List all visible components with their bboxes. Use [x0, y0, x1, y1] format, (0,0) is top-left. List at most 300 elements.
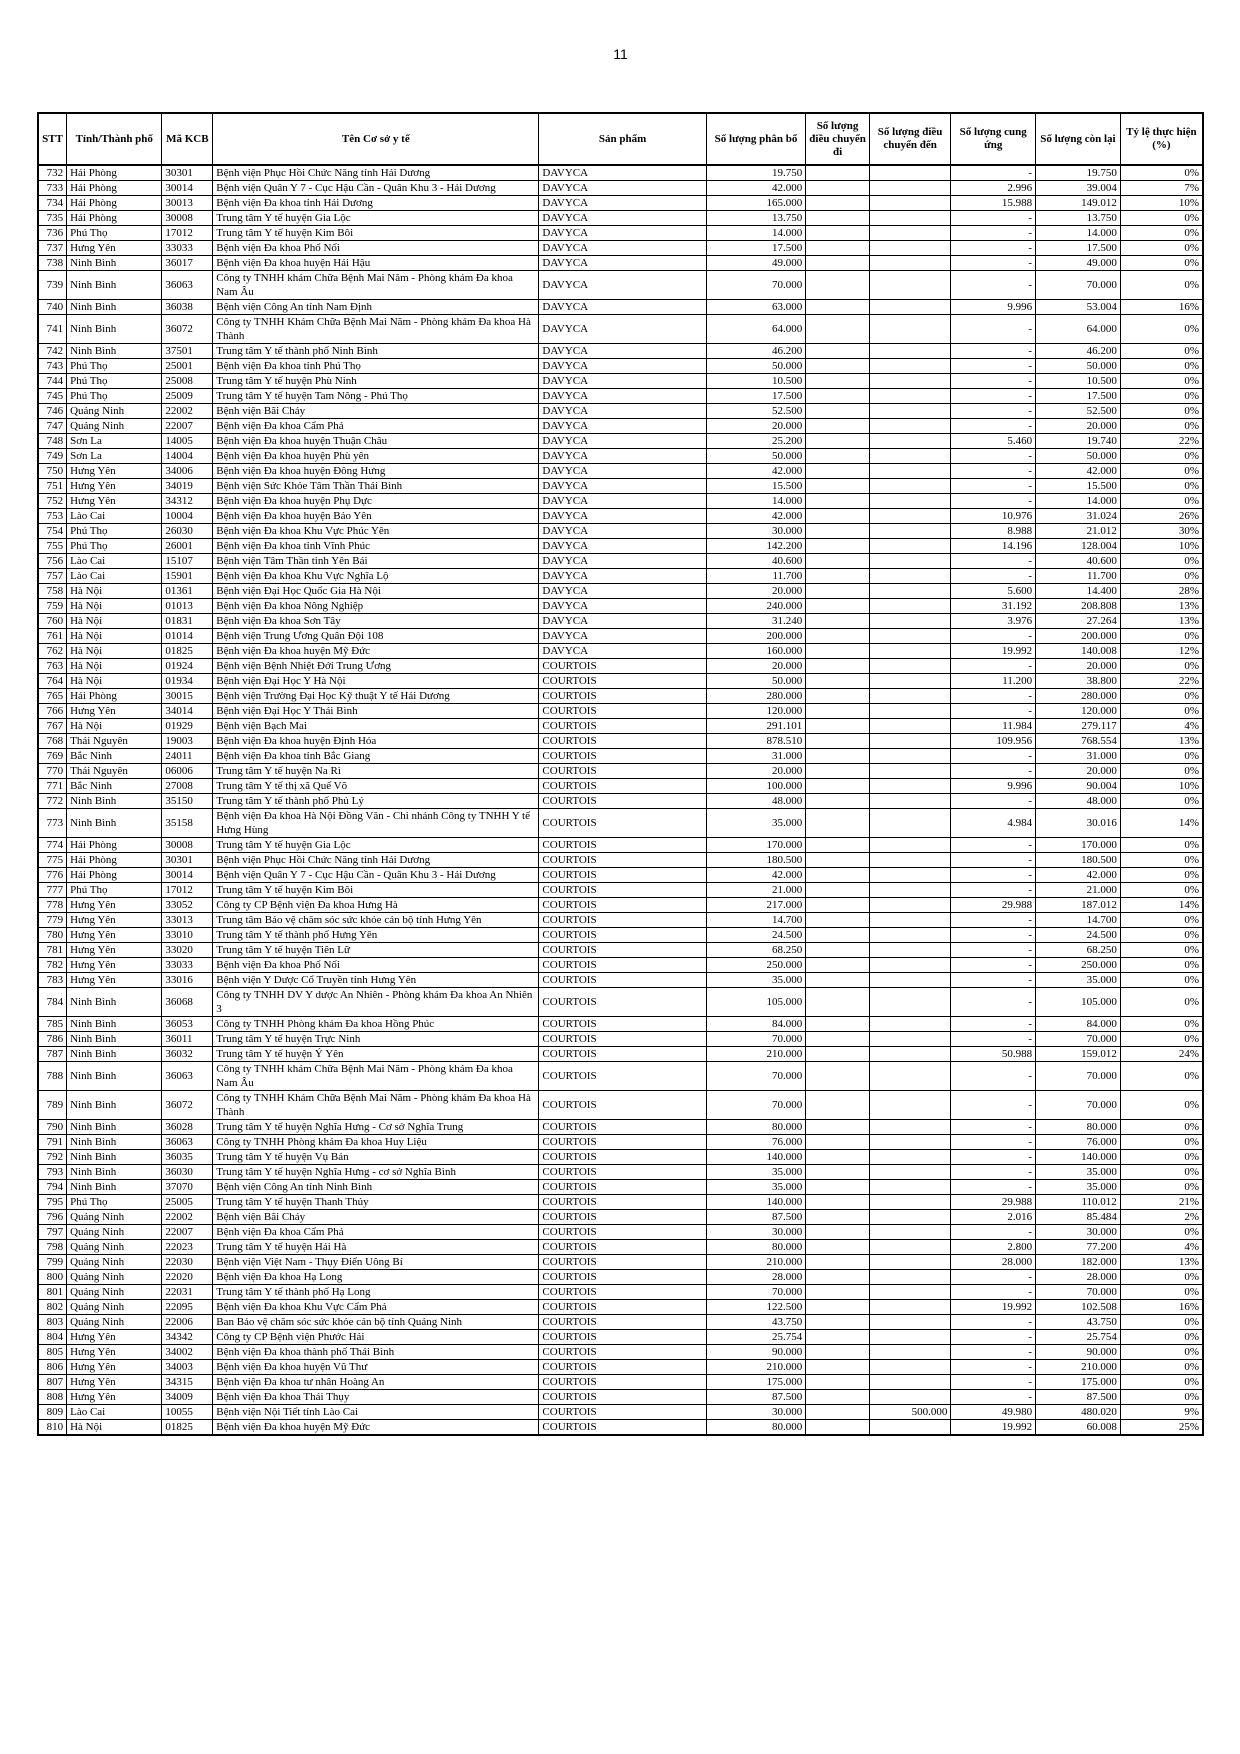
cell-rate: 0% — [1120, 838, 1203, 853]
cell-transfer_in — [869, 958, 951, 973]
table-row — [38, 764, 1203, 779]
cell-province: Phú Thọ — [67, 374, 162, 389]
table-row — [38, 1120, 1203, 1135]
cell-stt: 745 — [38, 389, 67, 404]
table-row — [38, 883, 1203, 898]
table-row — [38, 1210, 1203, 1225]
cell-facility: Bệnh viện Trường Đại Học Kỹ thuật Y tế Hải Dương — [213, 689, 539, 704]
cell-product: DAVYCA — [539, 315, 706, 344]
cell-allocated: 80.000 — [706, 1120, 806, 1135]
cell-supplied: - — [951, 1315, 1036, 1330]
cell-facility: Bệnh viện Y Dược Cổ Truyền tỉnh Hưng Yên — [213, 973, 539, 988]
cell-province: Hưng Yên — [67, 898, 162, 913]
cell-rate: 0% — [1120, 271, 1203, 300]
cell-transfer_out — [806, 689, 870, 704]
cell-transfer_in — [869, 509, 951, 524]
cell-rate: 12% — [1120, 644, 1203, 659]
cell-rate: 0% — [1120, 1062, 1203, 1091]
table-row — [38, 494, 1203, 509]
cell-product: COURTOIS — [539, 868, 706, 883]
cell-allocated: 142.200 — [706, 539, 806, 554]
cell-facility: Trung tâm Y tế huyện Gia Lộc — [213, 838, 539, 853]
cell-rate: 24% — [1120, 1047, 1203, 1062]
column-header-remaining: Số lượng còn lại — [1036, 113, 1121, 165]
table-row — [38, 749, 1203, 764]
cell-product: DAVYCA — [539, 509, 706, 524]
cell-rate: 0% — [1120, 256, 1203, 271]
cell-facility: Trung tâm Y tế huyện Thanh Thủy — [213, 1195, 539, 1210]
table-row — [38, 1405, 1203, 1420]
cell-transfer_in — [869, 704, 951, 719]
cell-rate: 16% — [1120, 1300, 1203, 1315]
cell-remaining: 42.000 — [1036, 868, 1121, 883]
table-row — [38, 928, 1203, 943]
cell-transfer_out — [806, 211, 870, 226]
cell-remaining: 35.000 — [1036, 1180, 1121, 1195]
cell-province: Hà Nội — [67, 599, 162, 614]
cell-transfer_out — [806, 644, 870, 659]
cell-facility: Bệnh viện Đa khoa Khu Vực Cẩm Phả — [213, 1300, 539, 1315]
cell-stt: 754 — [38, 524, 67, 539]
cell-product: COURTOIS — [539, 794, 706, 809]
cell-facility: Bệnh viện Đa khoa Phố Nối — [213, 241, 539, 256]
cell-allocated: 28.000 — [706, 1270, 806, 1285]
cell-transfer_in — [869, 569, 951, 584]
cell-product: DAVYCA — [539, 226, 706, 241]
cell-facility: Bệnh viện Đa khoa huyện Phụ Dực — [213, 494, 539, 509]
cell-remaining: 40.600 — [1036, 554, 1121, 569]
cell-allocated: 175.000 — [706, 1375, 806, 1390]
cell-product: DAVYCA — [539, 256, 706, 271]
cell-facility: Bệnh viện Đa khoa huyện Thuận Châu — [213, 434, 539, 449]
cell-code: 14004 — [162, 449, 213, 464]
cell-remaining: 14.400 — [1036, 584, 1121, 599]
cell-stt: 774 — [38, 838, 67, 853]
cell-stt: 750 — [38, 464, 67, 479]
cell-facility: Bệnh viện Việt Nam - Thụy Điển Uông Bí — [213, 1255, 539, 1270]
cell-supplied: 29.988 — [951, 1195, 1036, 1210]
cell-transfer_in — [869, 1285, 951, 1300]
cell-transfer_out — [806, 1225, 870, 1240]
cell-remaining: 149.012 — [1036, 196, 1121, 211]
cell-product: COURTOIS — [539, 1360, 706, 1375]
cell-transfer_out — [806, 1375, 870, 1390]
cell-supplied: - — [951, 1120, 1036, 1135]
cell-product: COURTOIS — [539, 1240, 706, 1255]
cell-allocated: 160.000 — [706, 644, 806, 659]
cell-supplied: 19.992 — [951, 1300, 1036, 1315]
cell-transfer_out — [806, 1135, 870, 1150]
cell-remaining: 20.000 — [1036, 419, 1121, 434]
cell-supplied: - — [951, 165, 1036, 181]
cell-rate: 0% — [1120, 764, 1203, 779]
cell-allocated: 20.000 — [706, 584, 806, 599]
cell-transfer_in — [869, 1195, 951, 1210]
cell-stt: 777 — [38, 883, 67, 898]
cell-remaining: 30.016 — [1036, 809, 1121, 838]
cell-remaining: 102.508 — [1036, 1300, 1121, 1315]
cell-allocated: 170.000 — [706, 838, 806, 853]
cell-supplied: - — [951, 1150, 1036, 1165]
cell-code: 19003 — [162, 734, 213, 749]
cell-remaining: 17.500 — [1036, 241, 1121, 256]
table-row — [38, 719, 1203, 734]
cell-supplied: - — [951, 271, 1036, 300]
cell-transfer_in — [869, 584, 951, 599]
table-body — [38, 165, 1203, 1435]
cell-rate: 0% — [1120, 958, 1203, 973]
table-row — [38, 434, 1203, 449]
cell-remaining: 180.500 — [1036, 853, 1121, 868]
cell-supplied: - — [951, 1180, 1036, 1195]
table-row — [38, 1270, 1203, 1285]
cell-facility: Công ty CP Bệnh viện Đa khoa Hưng Hà — [213, 898, 539, 913]
table-row — [38, 1300, 1203, 1315]
cell-supplied: 8.988 — [951, 524, 1036, 539]
cell-transfer_out — [806, 1255, 870, 1270]
cell-product: DAVYCA — [539, 464, 706, 479]
cell-transfer_in — [869, 749, 951, 764]
cell-transfer_in — [869, 1210, 951, 1225]
cell-remaining: 19.750 — [1036, 165, 1121, 181]
table-row — [38, 539, 1203, 554]
cell-code: 37501 — [162, 344, 213, 359]
cell-stt: 792 — [38, 1150, 67, 1165]
cell-code: 30301 — [162, 853, 213, 868]
cell-supplied: - — [951, 1017, 1036, 1032]
table-row — [38, 165, 1203, 181]
cell-rate: 0% — [1120, 794, 1203, 809]
cell-remaining: 210.000 — [1036, 1360, 1121, 1375]
table-row — [38, 241, 1203, 256]
cell-province: Hải Phòng — [67, 689, 162, 704]
cell-transfer_out — [806, 315, 870, 344]
cell-transfer_out — [806, 1091, 870, 1120]
cell-stt: 765 — [38, 689, 67, 704]
cell-rate: 0% — [1120, 419, 1203, 434]
cell-product: DAVYCA — [539, 494, 706, 509]
cell-facility: Bệnh viện Đa khoa huyện Bảo Yên — [213, 509, 539, 524]
cell-province: Hà Nội — [67, 629, 162, 644]
cell-province: Quảng Ninh — [67, 1225, 162, 1240]
cell-supplied: - — [951, 1330, 1036, 1345]
cell-supplied: - — [951, 913, 1036, 928]
cell-remaining: 10.500 — [1036, 374, 1121, 389]
cell-province: Hà Nội — [67, 674, 162, 689]
cell-product: DAVYCA — [539, 419, 706, 434]
cell-supplied: - — [951, 389, 1036, 404]
cell-code: 35158 — [162, 809, 213, 838]
cell-supplied: - — [951, 1285, 1036, 1300]
cell-province: Ninh Bình — [67, 1047, 162, 1062]
cell-product: DAVYCA — [539, 434, 706, 449]
cell-code: 22002 — [162, 1210, 213, 1225]
cell-remaining: 42.000 — [1036, 464, 1121, 479]
table-row — [38, 1390, 1203, 1405]
cell-supplied: - — [951, 359, 1036, 374]
cell-rate: 10% — [1120, 539, 1203, 554]
table-row — [38, 479, 1203, 494]
table-row — [38, 794, 1203, 809]
cell-remaining: 70.000 — [1036, 1032, 1121, 1047]
cell-rate: 0% — [1120, 1330, 1203, 1345]
cell-facility: Công ty TNHH Phòng khám Đa khoa Hồng Phúc — [213, 1017, 539, 1032]
cell-rate: 0% — [1120, 226, 1203, 241]
table-row — [38, 211, 1203, 226]
page-number: 11 — [613, 46, 628, 62]
cell-code: 06006 — [162, 764, 213, 779]
cell-code: 34312 — [162, 494, 213, 509]
cell-transfer_in — [869, 764, 951, 779]
table-row — [38, 1135, 1203, 1150]
cell-remaining: 84.000 — [1036, 1017, 1121, 1032]
cell-remaining: 170.000 — [1036, 838, 1121, 853]
cell-stt: 759 — [38, 599, 67, 614]
cell-province: Thái Nguyên — [67, 764, 162, 779]
table-row — [38, 1165, 1203, 1180]
cell-stt: 753 — [38, 509, 67, 524]
cell-allocated: 70.000 — [706, 1091, 806, 1120]
cell-rate: 14% — [1120, 898, 1203, 913]
cell-transfer_in — [869, 1240, 951, 1255]
cell-allocated: 35.000 — [706, 809, 806, 838]
cell-allocated: 20.000 — [706, 419, 806, 434]
cell-product: COURTOIS — [539, 943, 706, 958]
cell-product: DAVYCA — [539, 479, 706, 494]
cell-facility: Trung tâm Y tế huyện Gia Lộc — [213, 211, 539, 226]
cell-transfer_in — [869, 1017, 951, 1032]
cell-stt: 739 — [38, 271, 67, 300]
cell-allocated: 15.500 — [706, 479, 806, 494]
cell-transfer_in — [869, 196, 951, 211]
cell-facility: Trung tâm Y tế huyện Ý Yên — [213, 1047, 539, 1062]
cell-code: 26001 — [162, 539, 213, 554]
cell-supplied: - — [951, 1135, 1036, 1150]
cell-code: 36063 — [162, 1062, 213, 1091]
cell-supplied: - — [951, 464, 1036, 479]
cell-rate: 0% — [1120, 1120, 1203, 1135]
table-row — [38, 1091, 1203, 1120]
cell-allocated: 217.000 — [706, 898, 806, 913]
cell-supplied: - — [951, 1032, 1036, 1047]
cell-remaining: 140.000 — [1036, 1150, 1121, 1165]
cell-facility: Bệnh viện Đa khoa tỉnh Hải Dương — [213, 196, 539, 211]
cell-remaining: 200.000 — [1036, 629, 1121, 644]
cell-transfer_out — [806, 1285, 870, 1300]
cell-facility: Trung tâm Y tế huyện Nghĩa Hưng - cơ sở Nghĩa Bình — [213, 1165, 539, 1180]
cell-rate: 7% — [1120, 181, 1203, 196]
cell-transfer_out — [806, 389, 870, 404]
cell-product: DAVYCA — [539, 539, 706, 554]
cell-product: DAVYCA — [539, 404, 706, 419]
cell-stt: 803 — [38, 1315, 67, 1330]
cell-code: 27008 — [162, 779, 213, 794]
cell-province: Hà Nội — [67, 719, 162, 734]
cell-allocated: 87.500 — [706, 1390, 806, 1405]
cell-province: Quảng Ninh — [67, 1210, 162, 1225]
cell-facility: Bệnh viện Đa khoa Sơn Tây — [213, 614, 539, 629]
table-row — [38, 359, 1203, 374]
table-row — [38, 1360, 1203, 1375]
cell-allocated: 30.000 — [706, 524, 806, 539]
cell-transfer_out — [806, 1047, 870, 1062]
cell-rate: 4% — [1120, 1240, 1203, 1255]
cell-product: DAVYCA — [539, 584, 706, 599]
cell-code: 36011 — [162, 1032, 213, 1047]
cell-stt: 740 — [38, 300, 67, 315]
cell-rate: 0% — [1120, 464, 1203, 479]
cell-facility: Trung tâm Y tế huyện Vụ Bản — [213, 1150, 539, 1165]
cell-province: Hà Nội — [67, 1420, 162, 1436]
cell-facility: Bệnh viện Đa khoa tỉnh Vĩnh Phúc — [213, 539, 539, 554]
cell-allocated: 35.000 — [706, 1180, 806, 1195]
cell-supplied: - — [951, 853, 1036, 868]
cell-remaining: 27.264 — [1036, 614, 1121, 629]
cell-allocated: 210.000 — [706, 1360, 806, 1375]
cell-facility: Trung tâm Y tế huyện Nghĩa Hưng - Cơ sở Nghĩa Trung — [213, 1120, 539, 1135]
cell-rate: 0% — [1120, 988, 1203, 1017]
cell-rate: 0% — [1120, 704, 1203, 719]
cell-remaining: 19.740 — [1036, 434, 1121, 449]
cell-transfer_out — [806, 1330, 870, 1345]
cell-product: COURTOIS — [539, 1047, 706, 1062]
cell-transfer_out — [806, 464, 870, 479]
cell-rate: 0% — [1120, 883, 1203, 898]
cell-transfer_out — [806, 704, 870, 719]
cell-product: COURTOIS — [539, 958, 706, 973]
cell-stt: 735 — [38, 211, 67, 226]
cell-allocated: 10.500 — [706, 374, 806, 389]
cell-code: 22002 — [162, 404, 213, 419]
cell-remaining: 20.000 — [1036, 764, 1121, 779]
table-row — [38, 1017, 1203, 1032]
cell-code: 34002 — [162, 1345, 213, 1360]
cell-province: Quảng Ninh — [67, 1240, 162, 1255]
cell-allocated: 42.000 — [706, 464, 806, 479]
cell-product: DAVYCA — [539, 554, 706, 569]
cell-transfer_in — [869, 988, 951, 1017]
cell-allocated: 31.240 — [706, 614, 806, 629]
cell-stt: 748 — [38, 434, 67, 449]
cell-province: Hà Nội — [67, 584, 162, 599]
table-row — [38, 315, 1203, 344]
cell-code: 33016 — [162, 973, 213, 988]
cell-supplied: 2.996 — [951, 181, 1036, 196]
cell-stt: 775 — [38, 853, 67, 868]
table-row — [38, 943, 1203, 958]
cell-rate: 0% — [1120, 973, 1203, 988]
cell-product: DAVYCA — [539, 389, 706, 404]
cell-product: COURTOIS — [539, 853, 706, 868]
cell-transfer_out — [806, 344, 870, 359]
cell-rate: 9% — [1120, 1405, 1203, 1420]
cell-code: 36063 — [162, 271, 213, 300]
cell-transfer_out — [806, 883, 870, 898]
cell-province: Phú Thọ — [67, 539, 162, 554]
cell-product: COURTOIS — [539, 689, 706, 704]
cell-transfer_out — [806, 494, 870, 509]
cell-transfer_in — [869, 300, 951, 315]
table-row — [38, 449, 1203, 464]
cell-allocated: 17.500 — [706, 241, 806, 256]
cell-product: DAVYCA — [539, 344, 706, 359]
cell-remaining: 50.000 — [1036, 449, 1121, 464]
table-row — [38, 1062, 1203, 1091]
cell-product: DAVYCA — [539, 569, 706, 584]
cell-rate: 0% — [1120, 315, 1203, 344]
cell-transfer_in — [869, 256, 951, 271]
column-header-code: Mã KCB — [162, 113, 213, 165]
cell-remaining: 90.004 — [1036, 779, 1121, 794]
cell-facility: Bệnh viện Công An tỉnh Ninh Bình — [213, 1180, 539, 1195]
cell-transfer_out — [806, 734, 870, 749]
cell-allocated: 165.000 — [706, 196, 806, 211]
cell-transfer_in — [869, 449, 951, 464]
cell-product: COURTOIS — [539, 1017, 706, 1032]
cell-transfer_in — [869, 1150, 951, 1165]
cell-code: 25001 — [162, 359, 213, 374]
cell-product: COURTOIS — [539, 913, 706, 928]
cell-transfer_out — [806, 1345, 870, 1360]
cell-transfer_out — [806, 1017, 870, 1032]
cell-province: Hưng Yên — [67, 494, 162, 509]
cell-allocated: 63.000 — [706, 300, 806, 315]
cell-transfer_in — [869, 315, 951, 344]
cell-allocated: 52.500 — [706, 404, 806, 419]
cell-product: DAVYCA — [539, 374, 706, 389]
cell-allocated: 42.000 — [706, 509, 806, 524]
cell-remaining: 30.000 — [1036, 1225, 1121, 1240]
cell-facility: Bệnh viện Quân Y 7 - Cục Hậu Cần - Quân Khu 3 - Hải Dương — [213, 868, 539, 883]
cell-transfer_out — [806, 256, 870, 271]
cell-transfer_in — [869, 674, 951, 689]
cell-remaining: 35.000 — [1036, 973, 1121, 988]
cell-code: 22007 — [162, 419, 213, 434]
cell-province: Sơn La — [67, 449, 162, 464]
cell-product: COURTOIS — [539, 1032, 706, 1047]
cell-remaining: 85.484 — [1036, 1210, 1121, 1225]
table-row — [38, 689, 1203, 704]
cell-transfer_in — [869, 524, 951, 539]
cell-supplied: - — [951, 211, 1036, 226]
cell-province: Ninh Bình — [67, 1062, 162, 1091]
cell-stt: 763 — [38, 659, 67, 674]
cell-supplied: 19.992 — [951, 644, 1036, 659]
cell-transfer_out — [806, 1360, 870, 1375]
cell-transfer_in — [869, 689, 951, 704]
cell-allocated: 80.000 — [706, 1420, 806, 1436]
cell-rate: 22% — [1120, 434, 1203, 449]
cell-province: Quảng Ninh — [67, 1300, 162, 1315]
cell-rate: 0% — [1120, 404, 1203, 419]
cell-allocated: 140.000 — [706, 1195, 806, 1210]
cell-allocated: 210.000 — [706, 1047, 806, 1062]
cell-supplied: - — [951, 943, 1036, 958]
cell-facility: Trung tâm Y tế huyện Tam Nông - Phú Thọ — [213, 389, 539, 404]
cell-province: Hà Nội — [67, 644, 162, 659]
cell-remaining: 110.012 — [1036, 1195, 1121, 1210]
cell-transfer_in — [869, 644, 951, 659]
cell-transfer_in — [869, 1300, 951, 1315]
cell-supplied: 11.984 — [951, 719, 1036, 734]
table-row — [38, 853, 1203, 868]
cell-rate: 0% — [1120, 494, 1203, 509]
cell-transfer_out — [806, 1240, 870, 1255]
cell-facility: Công ty TNHH khám Chữa Bệnh Mai Năm - Phòng khám Đa khoa Nam Âu — [213, 271, 539, 300]
cell-stt: 795 — [38, 1195, 67, 1210]
cell-allocated: 291.101 — [706, 719, 806, 734]
cell-supplied: 10.976 — [951, 509, 1036, 524]
